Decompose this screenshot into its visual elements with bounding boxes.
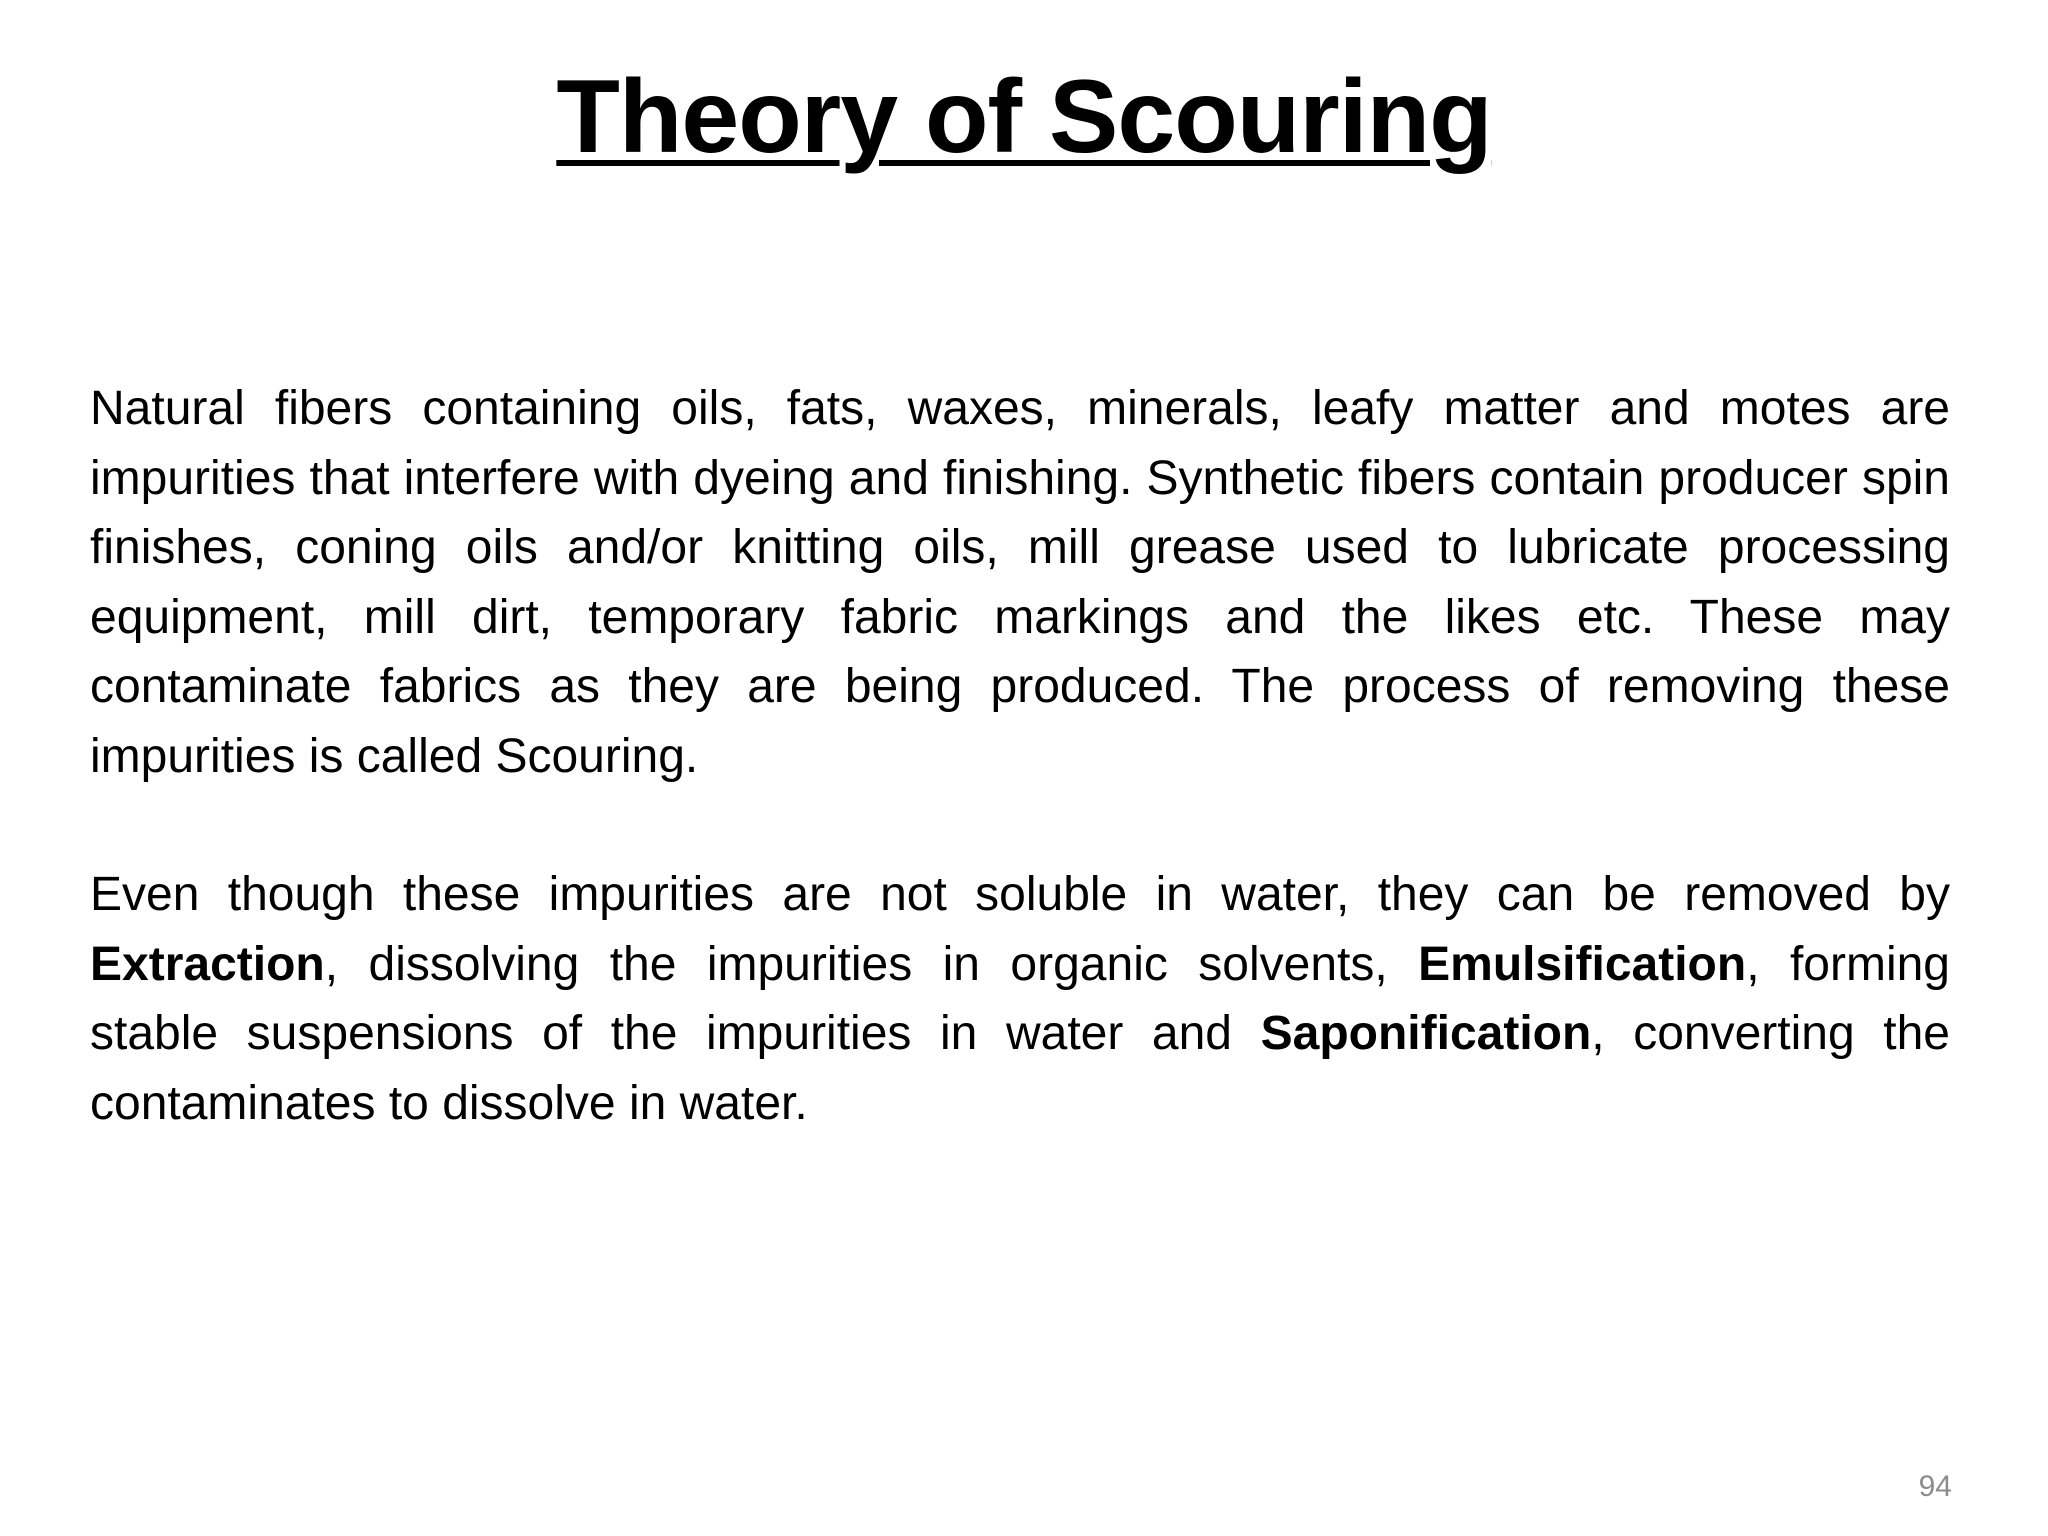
slide-title bbox=[0, 58, 2048, 178]
term-saponification: Saponification bbox=[1260, 1007, 1592, 1060]
page-number: 94 bbox=[1918, 1470, 1952, 1503]
emulsification-description: , forming stable suspensions of the impurities in water and bbox=[90, 937, 1950, 1060]
term-extraction: Extraction bbox=[90, 937, 325, 991]
paragraph-removal-methods bbox=[90, 860, 1950, 1138]
extraction-description: , dissolving the impurities in organic solvents, bbox=[324, 937, 1419, 991]
paragraph-intro: Even though these impurities are not soluble in water, they can be removed by bbox=[90, 868, 1950, 921]
slide-title-text: Theory of Scouring bbox=[556, 59, 1492, 175]
term-emulsification: Emulsification bbox=[1418, 937, 1747, 991]
saponification-description: , converting the contaminates to dissolve in water. bbox=[90, 1007, 1950, 1130]
paragraph-scouring-definition: Natural fibers containing oils, fats, waxes, minerals, leafy matter and motes are impurities that interfere with dyeing and finishing. Synthetic fibers contain producer spin finishes, coning oils and/or knitting oils, mill grease used to lubricate processing equipment, mill dirt, temporary fabric markings and the likes etc. These may contaminate fabrics as they are being produced. The process of removing these impurities is called Scouring. bbox=[90, 382, 1950, 783]
